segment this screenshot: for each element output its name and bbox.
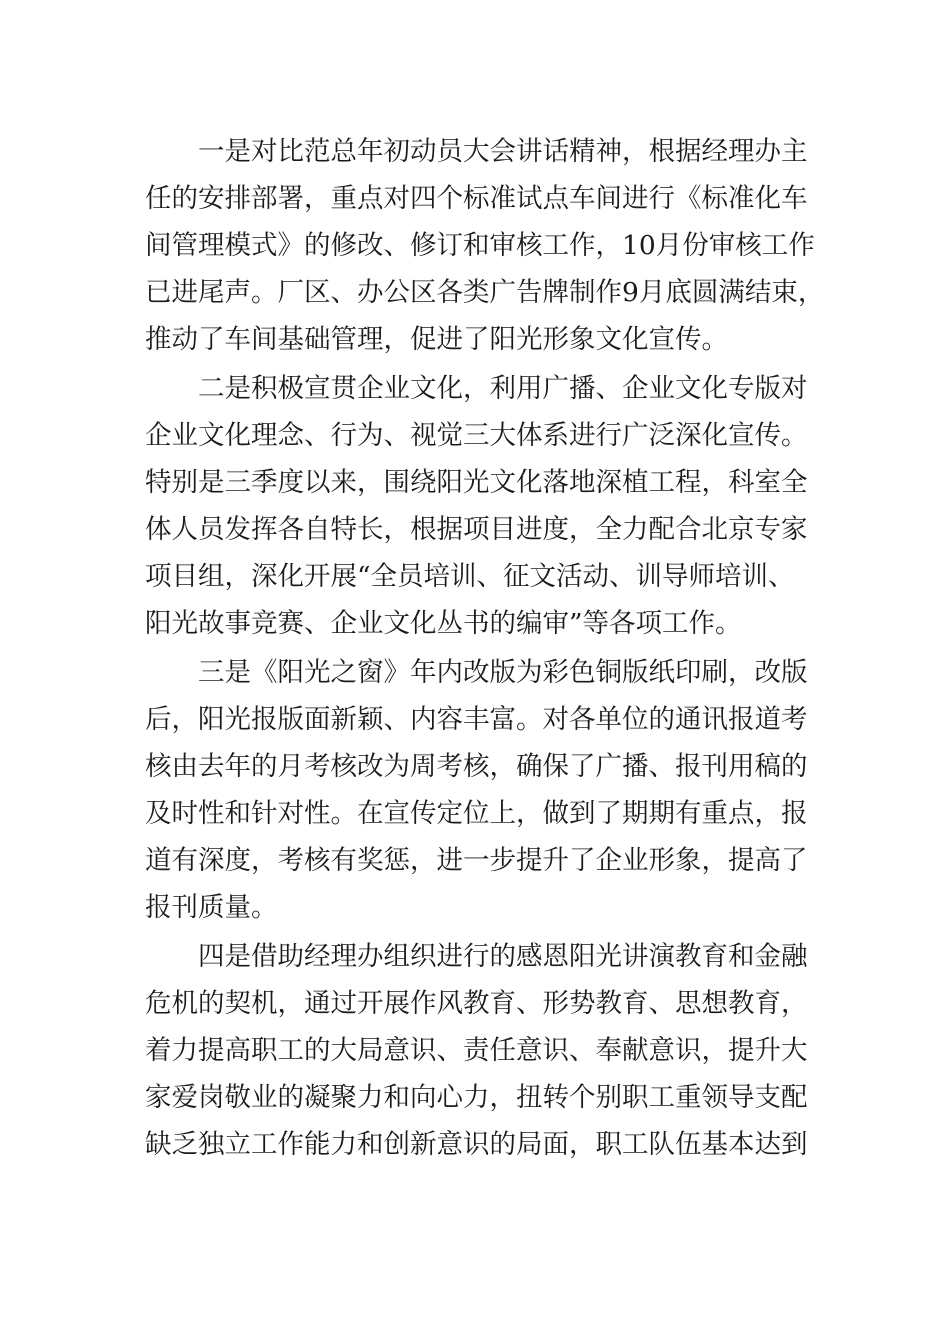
paragraph-line: 一是对比范总年初动员大会讲话精神，根据经理办主 [198,136,808,167]
paragraph-line: 推动了车间基础管理，促进了阳光形象文化宣传。 [145,324,728,355]
paragraph-2 [145,365,807,647]
document-body [145,128,825,1168]
paragraph-line: 任的安排部署，重点对四个标准试点车间进行《标准化车 [145,183,808,214]
paragraph-line: 报刊质量。 [145,892,278,923]
paragraph-line: 二是积极宣贯企业文化，利用广播、企业文化专版对 [198,373,808,404]
paragraph-line: 家爱岗敬业的凝聚力和向心力，扭转个别职工重领导支配 [145,1082,808,1113]
paragraph-3 [145,649,807,931]
paragraph-line: 核由去年的月考核改为周考核，确保了广播、报刊用稿的 [145,751,808,782]
paragraph-line: 着力提高职工的大局意识、责任意识、奉献意识，提升大 [145,1035,808,1066]
paragraph-line: 项目组，深化开展“全员培训、征文活动、训导师培训、 [145,561,795,592]
paragraph-line: 道有深度，考核有奖惩，进一步提升了企业形象，提高了 [145,845,808,876]
paragraph-line: 企业文化理念、行为、视觉三大体系进行广泛深化宣传。 [145,420,808,451]
paragraph-line: 及时性和针对性。在宣传定位上，做到了期期有重点，报 [145,798,808,829]
paragraph-line: 后，阳光报版面新颖、内容丰富。对各单位的通讯报道考 [145,704,808,735]
paragraph-line: 危机的契机，通过开展作风教育、形势教育、思想教育， [145,988,808,1019]
paragraph-line: 缺乏独立工作能力和创新意识的局面，职工队伍基本达到 [145,1129,808,1160]
paragraph-line: 间管理模式》的修改、修订和审核工作，10月份审核工作 [145,230,815,261]
paragraph-line: 阳光故事竞赛、企业文化丛书的编审”等各项工作。 [145,608,742,639]
paragraph-4 [145,933,807,1168]
paragraph-line: 特别是三季度以来，围绕阳光文化落地深植工程，科室全 [145,467,808,498]
paragraph-line: 体人员发挥各自特长，根据项目进度，全力配合北京专家 [145,514,808,545]
paragraph-1 [145,128,825,363]
paragraph-line: 四是借助经理办组织进行的感恩阳光讲演教育和金融 [198,941,808,972]
paragraph-line: 已进尾声。厂区、办公区各类广告牌制作9月底圆满结束， [145,277,825,308]
paragraph-line: 三是《阳光之窗》年内改版为彩色铜版纸印刷，改版 [198,657,808,688]
